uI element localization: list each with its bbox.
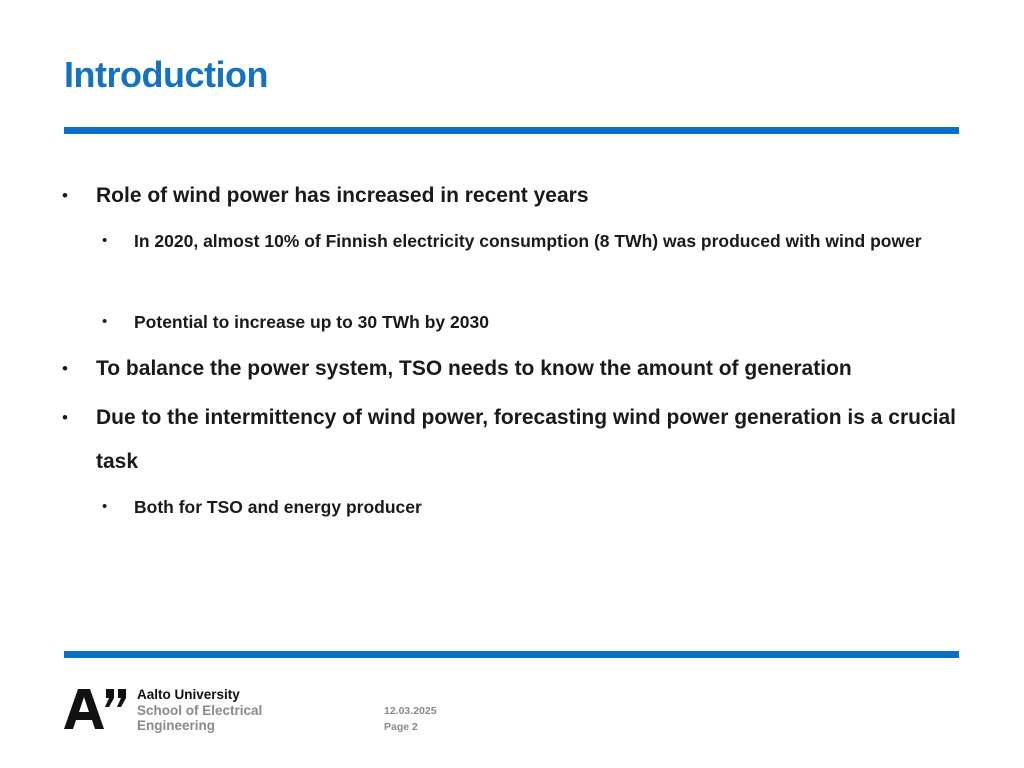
bullet-dot: • [102, 313, 108, 330]
school-name-line1: School of Electrical [137, 702, 263, 718]
school-name-line2: Engineering [137, 718, 216, 733]
page-number: Page 2 [384, 721, 418, 733]
footer-divider [64, 651, 959, 658]
slide-title: Introduction [64, 54, 268, 95]
bullet-text: Due to the intermittency of wind power, forecasting wind power generation is a crucial task [96, 406, 956, 473]
bullet-dot: • [62, 186, 68, 205]
aalto-logo-icon [64, 687, 130, 731]
university-name: Aalto University [137, 687, 240, 702]
bullet-dot: • [102, 232, 108, 249]
sub-bullet-item [102, 222, 934, 260]
sub-bullet-item [102, 303, 934, 341]
sub-bullet-text: Potential to increase up to 30 TWh by 2030 [134, 312, 489, 332]
bullet-dot: • [62, 408, 68, 427]
logo-text [137, 687, 262, 734]
sub-bullet-text: In 2020, almost 10% of Finnish electricity consumption (8 TWh) was produced with wind power [134, 231, 922, 251]
slide-date: 12.03.2025 [384, 705, 437, 717]
bullet-item [62, 396, 966, 484]
bullet-text: To balance the power system, TSO needs to know the amount of generation [96, 357, 852, 380]
aalto-logo [64, 687, 284, 737]
bullet-dot: • [102, 498, 108, 515]
bullet-dot: • [62, 359, 68, 378]
bullet-text: Role of wind power has increased in recent years [96, 184, 589, 207]
footer-meta [384, 703, 437, 735]
bullet-item [62, 347, 966, 391]
bullet-item [62, 174, 966, 218]
sub-bullet-text: Both for TSO and energy producer [134, 497, 422, 517]
sub-bullet-item [102, 488, 934, 526]
